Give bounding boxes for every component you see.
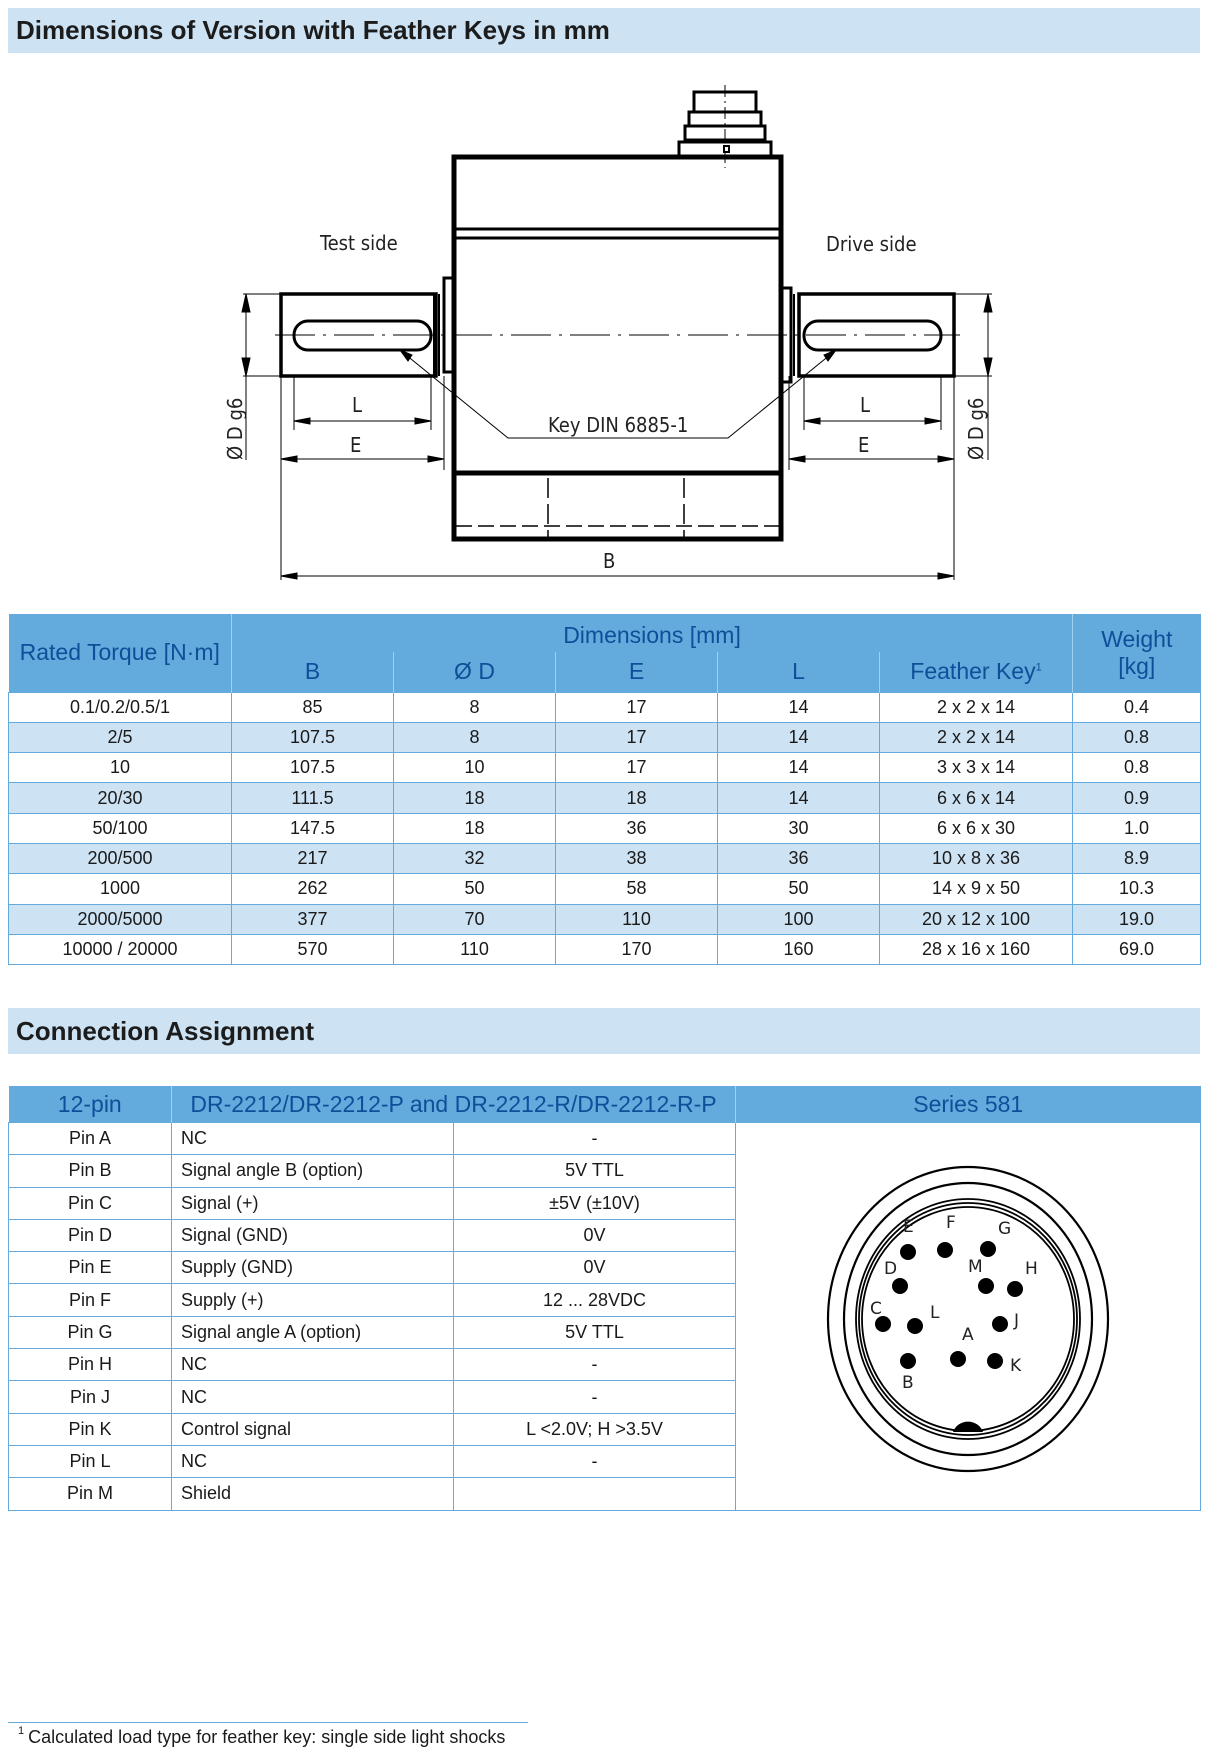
dimensions-row [9,904,1201,934]
connector-pin-label: L [930,1302,940,1323]
connector-pin-label: G [998,1218,1012,1239]
cell-pin-desc: Supply (+) [172,1284,454,1316]
connector-ring [856,1199,1080,1439]
cell-pin-value [454,1478,736,1510]
connector-pin-label: H [1025,1258,1038,1279]
header-weight-line2: [kg] [1118,652,1156,679]
connector-pin-a [950,1351,966,1367]
cell-pin-desc: NC [172,1123,454,1155]
cell-torque: 0.1/0.2/0.5/1 [9,692,232,722]
header-weight-line1: Weight [1101,625,1173,652]
connector-pin-f [937,1242,953,1258]
cell-pin-pin: Pin A [9,1123,172,1155]
cell-pin-desc: Control signal [172,1413,454,1445]
cell-l: 14 [718,722,880,752]
cell-weight: 0.8 [1073,722,1201,752]
header-l: L [718,652,880,692]
header-12-pin: 12-pin [9,1086,172,1123]
cell-b: 570 [232,934,394,964]
section-title-connection: Connection Assignment [8,1008,1200,1054]
dimensions-row [9,753,1201,783]
cell-b: 262 [232,874,394,904]
connector-pin-label: F [946,1212,956,1233]
cell-key: 2 x 2 x 14 [880,692,1073,722]
cell-pin-value: 0V [454,1219,736,1251]
header-rated-torque: Rated Torque [N·m] [9,614,232,692]
cell-pin-value: L <2.0V; H >3.5V [454,1413,736,1445]
dim-e-right: E [858,433,870,457]
cell-d: 50 [394,874,556,904]
cell-pin-desc: Shield [172,1478,454,1510]
cell-l: 36 [718,843,880,873]
cell-b: 377 [232,904,394,934]
cell-e: 17 [556,692,718,722]
dim-l-left: L [352,393,363,417]
cell-key: 28 x 16 x 160 [880,934,1073,964]
dim-d-right: Ø D g6 [964,397,988,460]
cell-torque: 10000 / 20000 [9,934,232,964]
cell-weight: 1.0 [1073,813,1201,843]
cell-d: 8 [394,692,556,722]
cell-d: 8 [394,722,556,752]
cell-pin-value: - [454,1349,736,1381]
cell-weight: 10.3 [1073,874,1201,904]
cell-weight: 0.4 [1073,692,1201,722]
dim-b: B [603,549,616,573]
cell-b: 107.5 [232,753,394,783]
cell-key: 3 x 3 x 14 [880,753,1073,783]
cell-b: 217 [232,843,394,873]
cell-l: 100 [718,904,880,934]
cell-key: 2 x 2 x 14 [880,722,1073,752]
connector-diagram-cell [736,1123,1201,1511]
cell-e: 18 [556,783,718,813]
cell-pin-desc: NC [172,1445,454,1477]
cell-d: 70 [394,904,556,934]
cell-weight: 0.9 [1073,783,1201,813]
cell-torque: 2/5 [9,722,232,752]
dimensions-row [9,813,1201,843]
cell-pin-desc: NC [172,1381,454,1413]
cell-pin-desc: Signal (+) [172,1187,454,1219]
cell-pin-value: 0V [454,1252,736,1284]
cell-pin-pin: Pin E [9,1252,172,1284]
connector-pin-label: B [902,1372,914,1393]
connector-pin-g [980,1241,996,1257]
cell-pin-pin: Pin G [9,1316,172,1348]
cell-weight: 8.9 [1073,843,1201,873]
footnote-mark: 1 [1035,661,1042,674]
cell-e: 17 [556,753,718,783]
cell-key: 14 x 9 x 50 [880,874,1073,904]
connector-pin-l [907,1318,923,1334]
key-din-label: Key DIN 6885-1 [548,413,689,437]
cell-pin-desc: Signal angle A (option) [172,1316,454,1348]
dimensions-row [9,934,1201,964]
connector-pin-m [978,1278,994,1294]
cell-e: 170 [556,934,718,964]
header-e: E [556,652,718,692]
cell-pin-value: 5V TTL [454,1155,736,1187]
cell-pin-pin: Pin B [9,1155,172,1187]
dimensions-table [8,614,1201,965]
cell-l: 50 [718,874,880,904]
connector-pin-label: E [903,1216,914,1237]
dimensions-row [9,692,1201,722]
dim-e-left: E [350,433,362,457]
cell-pin-value: 5V TTL [454,1316,736,1348]
test-side-label: Test side [320,231,398,255]
cell-torque: 2000/5000 [9,904,232,934]
cell-weight: 0.8 [1073,753,1201,783]
cell-pin-value: 12 ... 28VDC [454,1284,736,1316]
connector-ring [862,1207,1074,1431]
cell-torque: 20/30 [9,783,232,813]
connector-ring [859,1203,1077,1435]
cell-l: 14 [718,783,880,813]
cell-d: 18 [394,813,556,843]
connector-key-notch [953,1421,983,1431]
cell-b: 107.5 [232,722,394,752]
cell-b: 111.5 [232,783,394,813]
cell-pin-value: - [454,1445,736,1477]
cell-l: 14 [718,692,880,722]
cell-pin-value: - [454,1381,736,1413]
cell-pin-pin: Pin M [9,1478,172,1510]
cell-pin-pin: Pin D [9,1219,172,1251]
cell-pin-desc: Signal angle B (option) [172,1155,454,1187]
footnote-number: 1 [18,1725,25,1737]
cell-torque: 10 [9,753,232,783]
dimensions-row [9,722,1201,752]
cell-torque: 200/500 [9,843,232,873]
dimensions-row [9,874,1201,904]
cell-pin-pin: Pin H [9,1349,172,1381]
cell-pin-desc: NC [172,1349,454,1381]
connector-pin-j [992,1316,1008,1332]
footnote [18,1727,505,1748]
connector-pinout-diagram [818,1154,1118,1474]
cell-weight: 69.0 [1073,934,1201,964]
cell-e: 110 [556,904,718,934]
dimensions-row [9,843,1201,873]
section-title-dimensions: Dimensions of Version with Feather Keys in mm [8,8,1200,53]
connector-pin-k [987,1353,1003,1369]
pin-row [9,1123,1201,1155]
cell-weight: 19.0 [1073,904,1201,934]
connection-table [8,1086,1201,1511]
dimensions-row [9,783,1201,813]
connector-pin-e [900,1244,916,1260]
cell-key: 10 x 8 x 36 [880,843,1073,873]
cell-d: 18 [394,783,556,813]
cell-pin-pin: Pin J [9,1381,172,1413]
cell-d: 10 [394,753,556,783]
connector-pin-d [892,1278,908,1294]
connector-pin-label: D [884,1258,898,1279]
connector-pin-label: C [870,1298,882,1319]
cell-e: 36 [556,813,718,843]
cell-key: 6 x 6 x 14 [880,783,1073,813]
header-feather-key [880,652,1073,692]
cell-pin-desc: Signal (GND) [172,1219,454,1251]
cell-pin-pin: Pin L [9,1445,172,1477]
cell-pin-pin: Pin C [9,1187,172,1219]
connector-pin-label: M [968,1256,983,1277]
footnote-text: Calculated load type for feather key: single side light shocks [28,1727,506,1747]
dim-d-left: Ø D g6 [223,397,247,460]
drive-side-label: Drive side [826,232,917,256]
cell-b: 85 [232,692,394,722]
cell-key: 20 x 12 x 100 [880,904,1073,934]
cell-d: 32 [394,843,556,873]
header-series: Series 581 [736,1086,1201,1123]
cell-e: 58 [556,874,718,904]
header-dimensions: Dimensions [mm] [232,614,1073,652]
cell-d: 110 [394,934,556,964]
connector-pin-b [900,1353,916,1369]
housing-body [454,157,781,539]
cell-pin-pin: Pin K [9,1413,172,1445]
connector-pin-h [1007,1281,1023,1297]
header-d: Ø D [394,652,556,692]
cell-b: 147.5 [232,813,394,843]
connector-pin-label: K [1010,1355,1022,1376]
header-b: B [232,652,394,692]
footnote-divider [8,1722,528,1723]
cell-l: 30 [718,813,880,843]
header-feather-key-label: Feather Key [910,658,1036,685]
dim-l-right: L [860,393,871,417]
connector-pin-label: A [962,1324,974,1345]
header-weight [1073,614,1201,692]
cell-e: 17 [556,722,718,752]
dimension-drawing [0,60,1209,590]
cell-torque: 50/100 [9,813,232,843]
connector-pin-label: J [1014,1310,1020,1331]
cell-l: 14 [718,753,880,783]
cell-pin-value: - [454,1123,736,1155]
cell-key: 6 x 6 x 30 [880,813,1073,843]
cell-l: 160 [718,934,880,964]
cell-torque: 1000 [9,874,232,904]
cell-e: 38 [556,843,718,873]
cell-pin-pin: Pin F [9,1284,172,1316]
cell-pin-desc: Supply (GND) [172,1252,454,1284]
header-models: DR-2212/DR-2212-P and DR-2212-R/DR-2212-R-P [172,1086,736,1123]
cell-pin-value: ±5V (±10V) [454,1187,736,1219]
